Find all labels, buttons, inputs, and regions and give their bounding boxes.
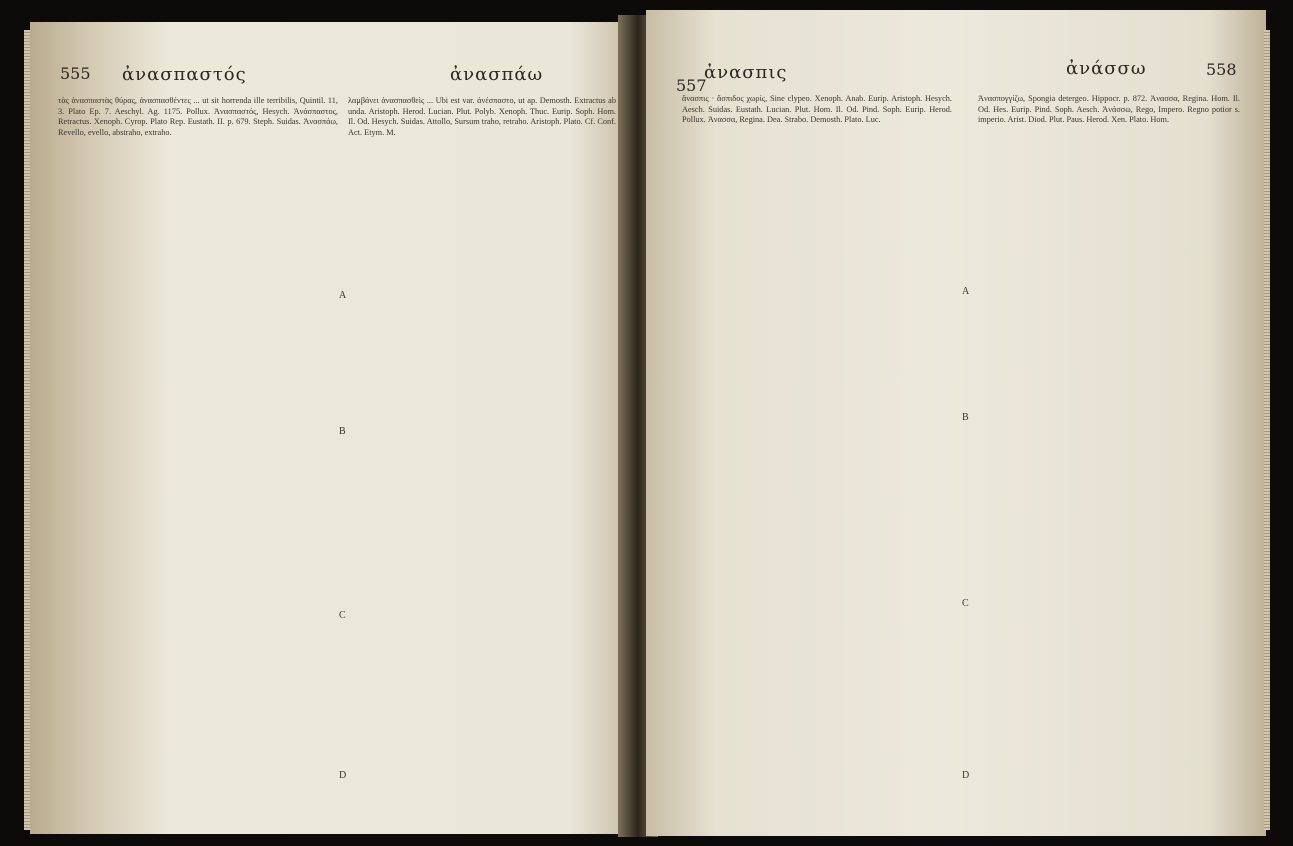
margin-letter-a: A xyxy=(339,290,347,301)
margin-letter-right-d: D xyxy=(962,770,970,781)
margin-letter-b: B xyxy=(339,426,346,437)
running-head-right: ἀνάσσω xyxy=(1066,58,1147,79)
center-head-right: ἀνασπις xyxy=(704,62,788,83)
text-column-left-1: τὰς ἀνασπαστὰς θύρας, ἀνασπασθέντες ... ut sit horrenda ille terribilis, Quintil. 11, 3. Plato Ep. 7. Aeschyl. Ag. 1175. Pollux. Ἀνασπαστός, Hesych. Ἀνάσπαστος, Retractus. Xenoph. Cyrop. Plato Rep. Eustath. II. p. 679. Steph. Suidas. Ἀνασπάω, Revello, evello, abstraho, extraho. xyxy=(58,96,338,137)
left-page xyxy=(30,22,630,834)
margin-letter-right-b: B xyxy=(962,412,969,423)
margin-letter-d: D xyxy=(339,770,347,781)
right-page xyxy=(646,10,1266,836)
text-column-right-1: ἄνασπις · ἄσπιδος χωρίς, Sine clypeo. Xenoph. Anab. Eurip. Aristoph. Hesych. Aesch. Suidas. Eustath. Lucian. Plut. Hom. Il. Od. Pind. Soph. Eurip. Herod. Pollux. Ἀνασσα, Regina. Dea. Strabo. Demosth. Plato. Luc. xyxy=(682,94,952,125)
text-column-left-2: λαμβάνει ἀνασπασθεὶς ... Ubi est var. ἀνέσπαστο, ut ap. Demosth. Extractus ab unda. Aristoph. Herod. Lucian. Plut. Polyb. Xenoph. Thuc. Eurip. Soph. Hom. Il. Od. Hesych. Suidas. Attollo, Sursum traho, retraho. Aristoph. Plato. Cf. Conf. Act. Etym. M. xyxy=(348,96,616,137)
margin-letter-right-a: A xyxy=(962,286,970,297)
right-page-margin-number: 557 xyxy=(676,76,707,95)
margin-letter-c: C xyxy=(339,610,346,621)
center-head-left: ἀνασπάω xyxy=(450,64,544,85)
text-column-right-2: Ἀνασπογγίζω, Spongia detergeo. Hippocr. p. 872. Ἀνασσα, Regina. Hom. Il. Od. Hes. Eurip. Pind. Soph. Aesch. Ἀνάσσω, Rego, Impero. Regno potior s. imperio. Arist. Diod. Plut. Paus. Herod. Xen. Plato. Hom. xyxy=(978,94,1240,125)
page-number-right: 558 xyxy=(1206,60,1237,79)
book-edge-right xyxy=(1264,30,1270,830)
running-head-left: ἀνασπαστός xyxy=(122,64,247,85)
margin-letter-right-c: C xyxy=(962,598,969,609)
page-number-left: 555 xyxy=(60,64,91,83)
